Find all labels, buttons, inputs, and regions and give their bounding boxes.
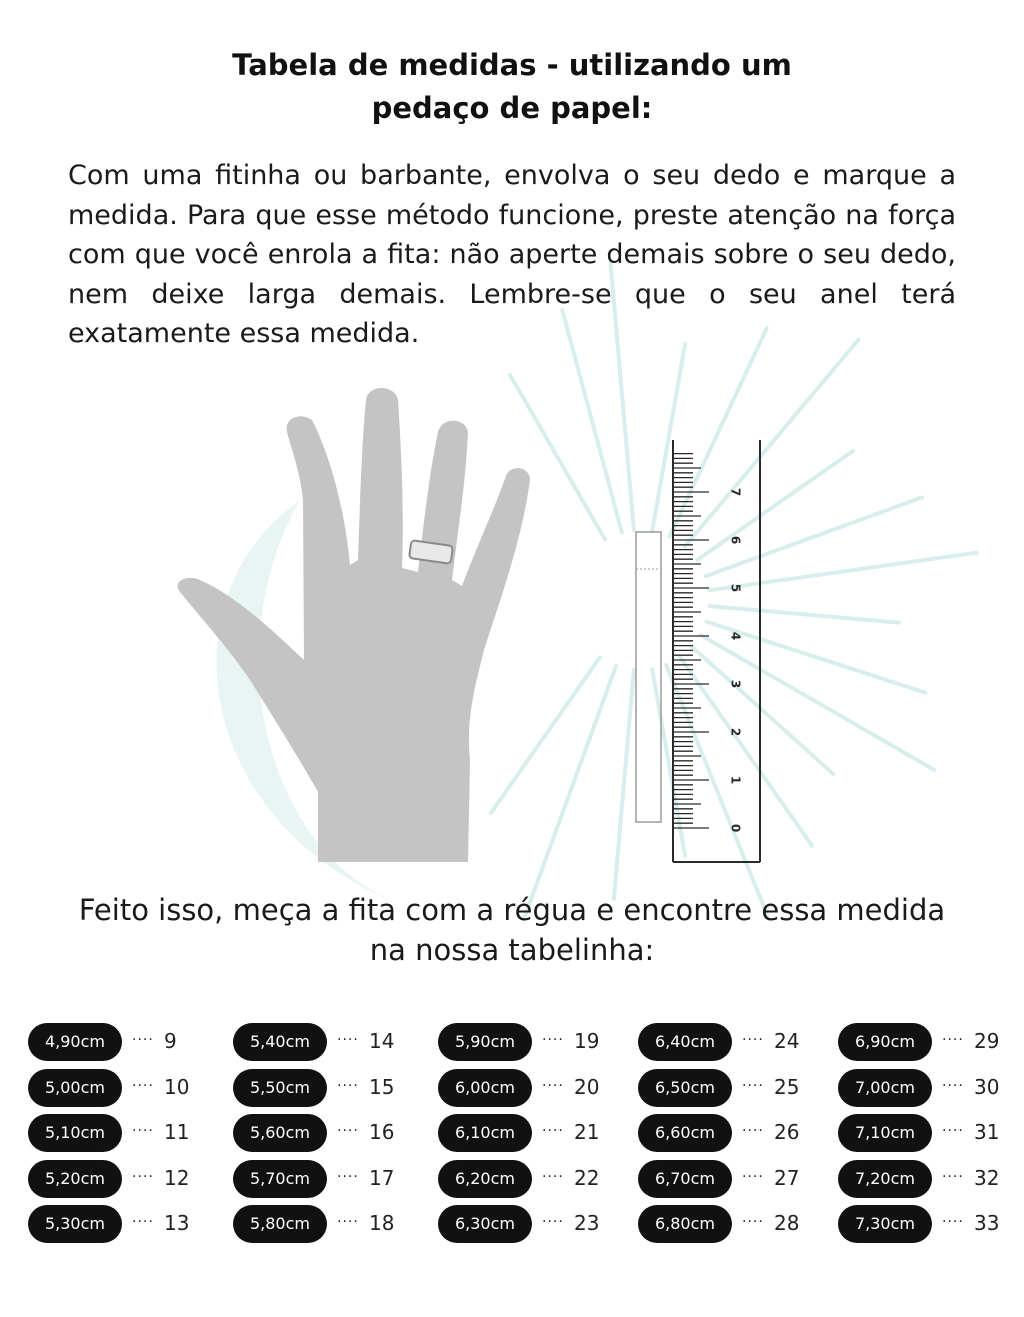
dotted-leader: ···· [942,1078,964,1094]
measure-pill: 6,50cm [638,1069,732,1107]
ray-line [510,375,605,540]
size-row [838,1069,1024,1107]
dotted-leader: ···· [542,1032,564,1048]
ring-size-number: 21 [574,1120,600,1144]
instructions-text [0,890,1024,970]
measure-pill: 5,50cm [233,1069,327,1107]
size-row [28,1114,224,1152]
ring-size-number: 18 [369,1211,395,1235]
ring-size-number: 25 [774,1075,800,1099]
measure-pill: 5,90cm [438,1023,532,1061]
ring-size-number: 23 [574,1211,600,1235]
ring-size-number: 13 [164,1211,190,1235]
instructions-line-2: na nossa tabelinha: [369,933,655,967]
intro-paragraph: Com uma fitinha ou barbante, envolva o seu dedo e marque a medida. Para que esse método funcione, preste atenção na força com que você enrola a fita: não aperte demais sobre o seu dedo, nem deixe larga demais. Lembre-se que o seu anel terá exatamente essa medida. [68,160,956,349]
ray-line [491,657,600,813]
size-row [438,1114,634,1152]
measure-pill: 4,90cm [28,1023,122,1061]
ray-line [524,666,616,920]
ruler-number: 1 [728,775,743,785]
page-title-line-1: Tabela de medidas - utilizando um [232,48,792,82]
dotted-leader: ···· [742,1214,764,1230]
ruler-ticks [673,454,709,828]
dotted-leader: ···· [542,1169,564,1185]
dotted-leader: ···· [337,1078,359,1094]
ray-line [692,647,833,774]
dotted-leader: ···· [742,1032,764,1048]
ring-size-number: 20 [574,1075,600,1099]
ring-size-number: 24 [774,1029,800,1053]
ring-size-number: 32 [974,1166,1000,1190]
ring-size-number: 28 [774,1211,800,1235]
measure-pill: 6,90cm [838,1023,932,1061]
measure-pill: 5,80cm [233,1205,327,1243]
ruler-number: 4 [728,631,743,641]
size-row [28,1205,224,1243]
dotted-leader: ···· [942,1169,964,1185]
measure-pill: 5,10cm [28,1114,122,1152]
dotted-leader: ···· [132,1169,154,1185]
size-row [638,1023,834,1061]
ray-line [652,344,685,531]
size-row [438,1069,634,1107]
ring-size-number: 15 [369,1075,395,1099]
size-row [233,1069,429,1107]
measure-pill: 7,10cm [838,1114,932,1152]
ruler-number: 5 [728,583,743,593]
measure-pill: 6,80cm [638,1205,732,1243]
ring-size-number: 33 [974,1211,1000,1235]
size-row [638,1114,834,1152]
dotted-leader: ···· [742,1078,764,1094]
ray-line [614,670,634,899]
ring-size-number: 9 [164,1029,177,1053]
ruler-number: 7 [728,487,743,497]
measure-pill: 5,40cm [233,1023,327,1061]
measure-pill: 6,40cm [638,1023,732,1061]
ruler-number: 2 [728,727,743,737]
measure-pill: 5,00cm [28,1069,122,1107]
ruler-number: 3 [728,679,743,689]
measure-pill: 6,20cm [438,1160,532,1198]
ring-size-number: 30 [974,1075,1000,1099]
ring-size-number: 17 [369,1166,395,1190]
measure-pill: 5,70cm [233,1160,327,1198]
measure-pill: 7,00cm [838,1069,932,1107]
measure-pill: 6,00cm [438,1069,532,1107]
ring-size-number: 10 [164,1075,190,1099]
dotted-leader: ···· [542,1123,564,1139]
size-row [438,1205,634,1243]
dotted-leader: ···· [132,1032,154,1048]
size-row [438,1023,634,1061]
ring-size-number: 14 [369,1029,395,1053]
dotted-leader: ···· [742,1123,764,1139]
ring-size-number: 11 [164,1120,190,1144]
measure-pill: 5,30cm [28,1205,122,1243]
ring-size-number: 12 [164,1166,190,1190]
size-row [233,1023,429,1061]
size-row [838,1160,1024,1198]
size-row [438,1160,634,1198]
ray-line [701,635,935,770]
measure-pill: 7,20cm [838,1160,932,1198]
dotted-leader: ···· [132,1214,154,1230]
dotted-leader: ···· [742,1169,764,1185]
size-row [638,1160,834,1198]
size-row [638,1069,834,1107]
dotted-leader: ···· [132,1123,154,1139]
measure-pill: 6,60cm [638,1114,732,1152]
hand-silhouette [178,388,530,862]
paper-strip [636,532,661,822]
dotted-leader: ···· [337,1032,359,1048]
dotted-leader: ···· [337,1214,359,1230]
dotted-leader: ···· [942,1214,964,1230]
ring-size-number: 16 [369,1120,395,1144]
ruler-number: 0 [728,823,743,833]
ring-size-number: 29 [974,1029,1000,1053]
size-row [233,1160,429,1198]
ring-size-number: 22 [574,1166,600,1190]
size-row [28,1069,224,1107]
size-row [838,1023,1024,1061]
ring-size-number: 27 [774,1166,800,1190]
size-row [838,1114,1024,1152]
measure-pill: 5,60cm [233,1114,327,1152]
page-title-line-2: pedaço de papel: [371,91,653,125]
size-row [233,1114,429,1152]
ring-size-number: 31 [974,1120,1000,1144]
ring-size-number: 26 [774,1120,800,1144]
measure-pill: 6,30cm [438,1205,532,1243]
dotted-leader: ···· [542,1078,564,1094]
instructions-line-1: Feito isso, meça a fita com a régua e encontre essa medida [78,893,946,927]
size-row [638,1205,834,1243]
dotted-leader: ···· [942,1123,964,1139]
measure-pill: 7,30cm [838,1205,932,1243]
dotted-leader: ···· [542,1214,564,1230]
ray-line [710,606,899,623]
dotted-leader: ···· [132,1078,154,1094]
size-row [233,1205,429,1243]
dotted-leader: ···· [337,1169,359,1185]
dotted-leader: ···· [337,1123,359,1139]
size-row [28,1160,224,1198]
measure-pill: 6,10cm [438,1114,532,1152]
size-row [28,1023,224,1061]
ring-size-table [28,1023,1018,1253]
measure-pill: 5,20cm [28,1160,122,1198]
ring-size-number: 19 [574,1029,600,1053]
dotted-leader: ···· [942,1032,964,1048]
measure-pill: 6,70cm [638,1160,732,1198]
size-row [838,1205,1024,1243]
ruler-number: 6 [728,535,743,545]
